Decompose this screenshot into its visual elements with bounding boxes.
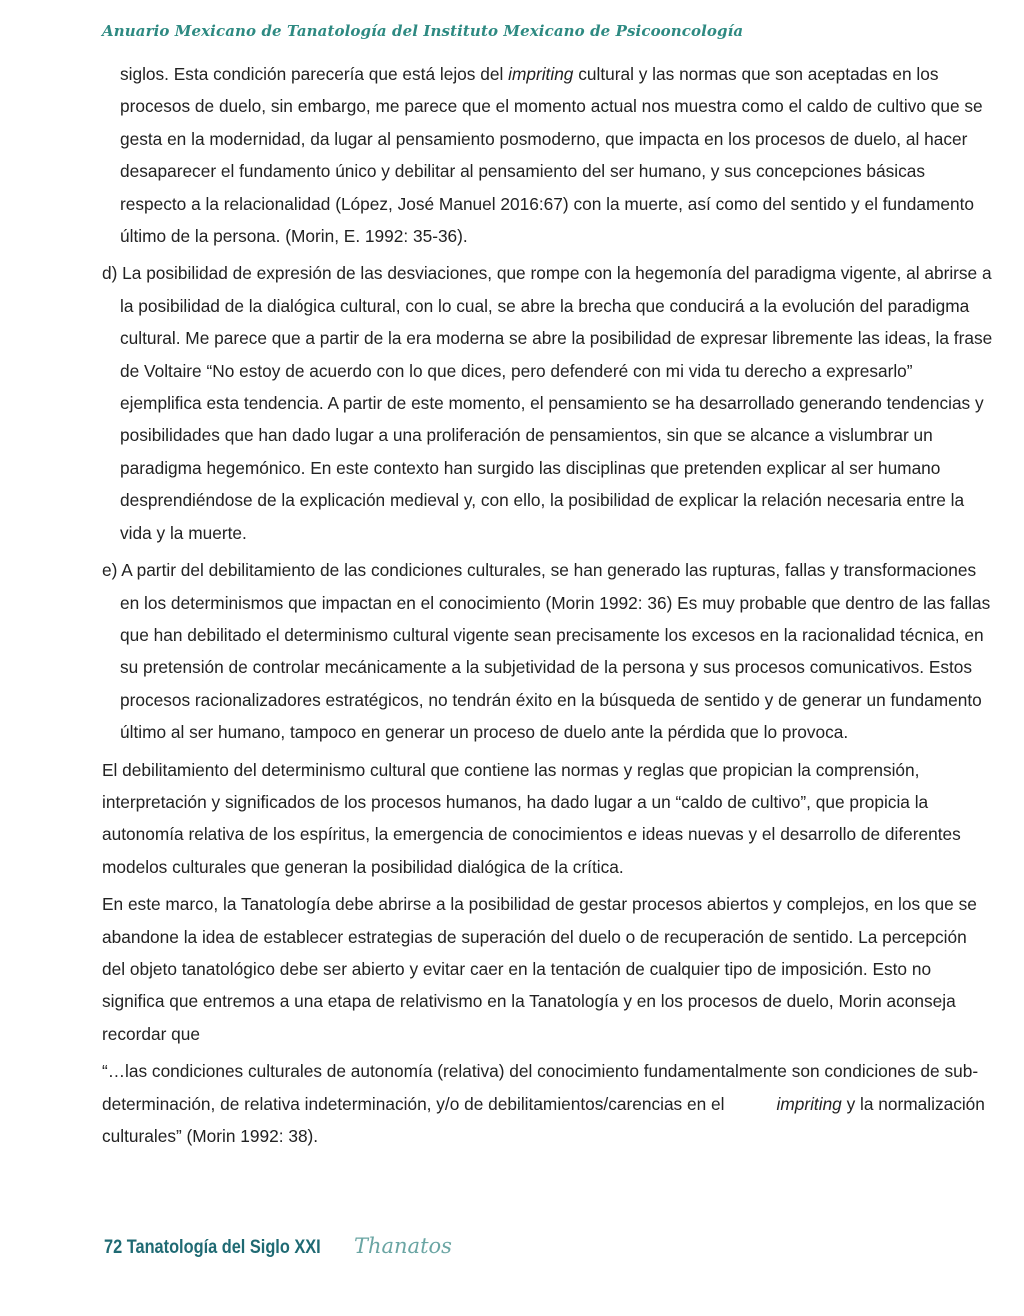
journal-logo: Thanatos	[353, 1234, 452, 1258]
italic-term: impriting	[776, 1093, 842, 1114]
page-folio: 72 Tanatología del Siglo XXI	[104, 1237, 321, 1258]
list-item-d: d) La posibilidad de expresión de las desviaciones, que rompe con la hegemonía del paradigma vigente, al abrirse a la posibilidad de la dialógica cultural, con lo cual, se abre la brecha que conducirá a la evolución del paradigma cultural. Me parece que a partir de la era moderna se abre la posibilidad de expresar libremente las ideas, la frase de Voltaire “No estoy de acuerdo con lo que dices, pero defenderé con mi vida tu derecho a expresarlo” ejemplifica esta tendencia. A partir de este momento, el pensamiento se ha desarrollado generando tendencias y posibilidades que han dado lugar a una proliferación de pensamientos, sin que se alcance a vislumbrar un paradigma hegemónico. En este contexto han surgido las disciplinas que pretenden explicar al ser humano desprendiéndose de la explicación medieval y, con ello, la posibilidad de explicar la relación necesaria entre la vida y la muerte.	[102, 263, 993, 543]
list-item-e: e) A partir del debilitamiento de las condiciones culturales, se han generado las rupturas, fallas y transformaciones en los determinismos que impactan en el conocimiento (Morin 1992: 36) Es muy probable que dentro de las fallas que han debilitado el determinismo cultural vigente sean precisamente los excesos en la racionalidad técnica, en su pretensión de controlar mecánicamente a la subjetividad de la persona y sus procesos comunicativos. Estos procesos racionalizadores estratégicos, no tendrán éxito en la búsqueda de sentido y de generar un fundamento último al ser humano, tampoco en generar un proceso de duelo ante la pérdida que lo provoca.	[102, 560, 991, 743]
paragraph: El debilitamiento del determinismo cultural que contiene las normas y reglas que propician la comprensión, interpretación y significados de los procesos humanos, ha dado lugar a un “caldo de cultivo”, que propicia la autonomía relativa de los espíritus, la emergencia de conocimientos e ideas nuevas y el desarrollo de diferentes modelos culturales que generan la posibilidad dialógica de la crítica.	[102, 759, 961, 877]
running-header: Anuario Mexicano de Tanatología del Instituto Mexicano de Psicooncología	[102, 22, 744, 40]
italic-term: impriting	[508, 64, 574, 84]
paragraph: En este marco, la Tanatología debe abrirse a la posibilidad de gestar procesos abiertos y complejos, en los que se abandone la idea de establecer estrategias de superación del duelo o de recuperación de sentido. La percepción del objeto tanatológico debe ser abierto y evitar caer en la tentación de cualquier tipo de imposición. Esto no significa que entremos a una etapa de relativismo en la Tanatología y en los procesos de duelo, Morin aconseja recordar que	[102, 894, 977, 1044]
text-run: “…las condiciones culturales de autonomía (relativa) del conocimiento fundamentalmente son condiciones de sub-determinación, de relativa indeterminación, y/o de debilitamientos/carencias en el	[102, 1061, 979, 1114]
text-run: y la normalización culturales” (Morin 1992: 38).	[102, 1093, 985, 1146]
page-footer	[104, 1234, 452, 1259]
continued-paragraph	[102, 58, 994, 252]
text-run: cultural y las normas que son aceptadas en los procesos de duelo, sin embargo, me parece que el momento actual nos muestra como el caldo de cultivo que se gesta en la modernidad, da lugar al pensamiento posmoderno, que impacta en los procesos de duelo, al hacer desaparecer el fundamento único y debilitar al pensamiento del ser humano, y sus concepciones básicas respecto a la relacionalidad (López, José Manuel 2016:67) con la muerte, así como del sentido y el fundamento último de la persona. (Morin, E. 1992: 35-36).	[120, 64, 983, 247]
text-run: siglos. Esta condición parecería que está lejos del	[120, 64, 509, 84]
article-body	[102, 58, 994, 1157]
block-quote	[102, 1055, 994, 1152]
